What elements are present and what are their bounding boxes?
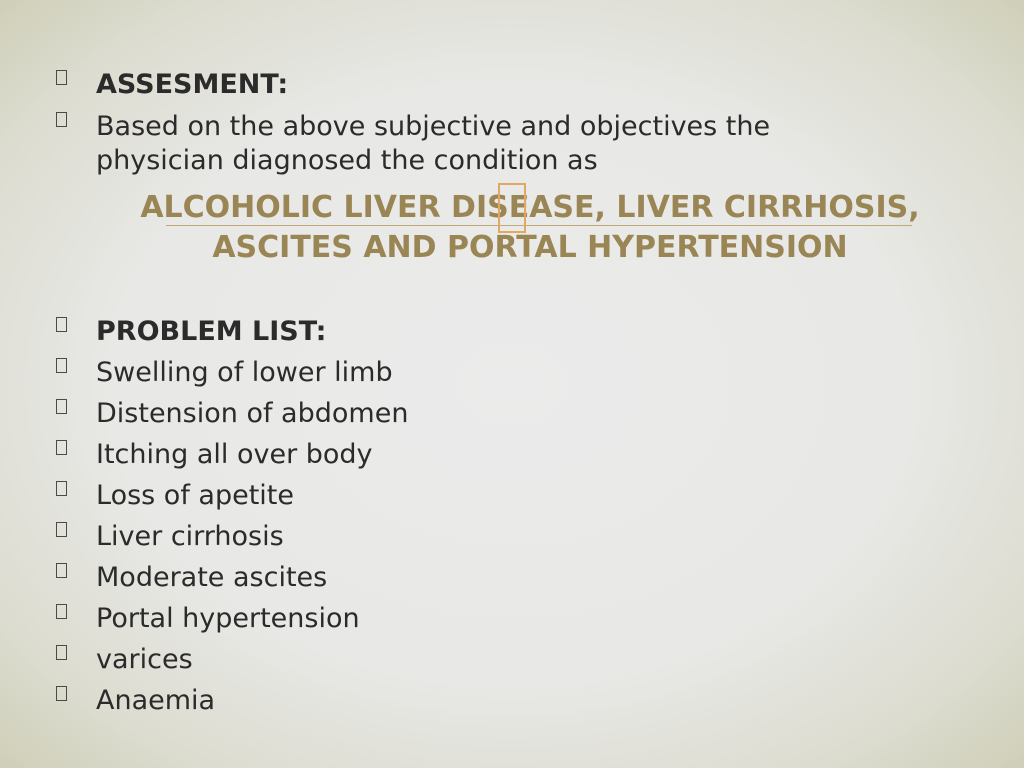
diagnosis-line-1-text: ALCOHOLIC LIVER DISEASE, LIVER CIRRHOSIS, [140,190,920,225]
list-item [56,520,916,554]
bullet-icon [56,604,67,619]
assessment-heading: ASSESMENT: [96,69,289,100]
list-item-text: Loss of apetite [96,480,294,511]
list-item-text: varices [96,644,193,675]
bullet-icon [56,645,67,660]
bullet-icon [56,686,67,701]
bullet-icon [56,563,67,578]
bullet-icon [56,399,67,414]
assessment-intro: Based on the above subjective and objectives the physician diagnosed the condition as [96,111,771,176]
bullet-icon [56,522,67,537]
bullet-icon [56,70,67,85]
list-item-text: Moderate ascites [96,562,328,593]
list-item [56,356,916,390]
list-item [56,561,916,595]
diagnosis-underline [166,225,911,226]
list-item [56,684,916,718]
list-item-text: Anaemia [96,685,216,716]
bullet-icon [56,317,67,332]
diagnosis-line-1 [140,188,919,228]
list-item [56,438,916,472]
problem-list-heading-item [56,315,916,349]
assessment-heading-item [56,68,916,102]
list-item-text: Portal hypertension [96,603,360,634]
bullet-icon [56,481,67,496]
list-item-text: Itching all over body [96,439,373,470]
problem-list-heading: PROBLEM LIST: [96,316,327,347]
list-item [56,397,916,431]
list-item [56,602,916,636]
assessment-intro-item [56,110,896,178]
text-cursor-box [498,183,526,233]
bullet-icon [56,112,67,127]
bullet-icon [56,440,67,455]
list-item [56,643,916,677]
diagnosis-line-2: ASCITES AND PORTAL HYPERTENSION [212,230,848,265]
list-item-text: Liver cirrhosis [96,521,284,552]
list-item-text: Distension of abdomen [96,398,409,429]
bullet-icon [56,358,67,373]
diagnosis-block [100,188,960,268]
list-item-text: Swelling of lower limb [96,357,393,388]
list-item [56,479,916,513]
